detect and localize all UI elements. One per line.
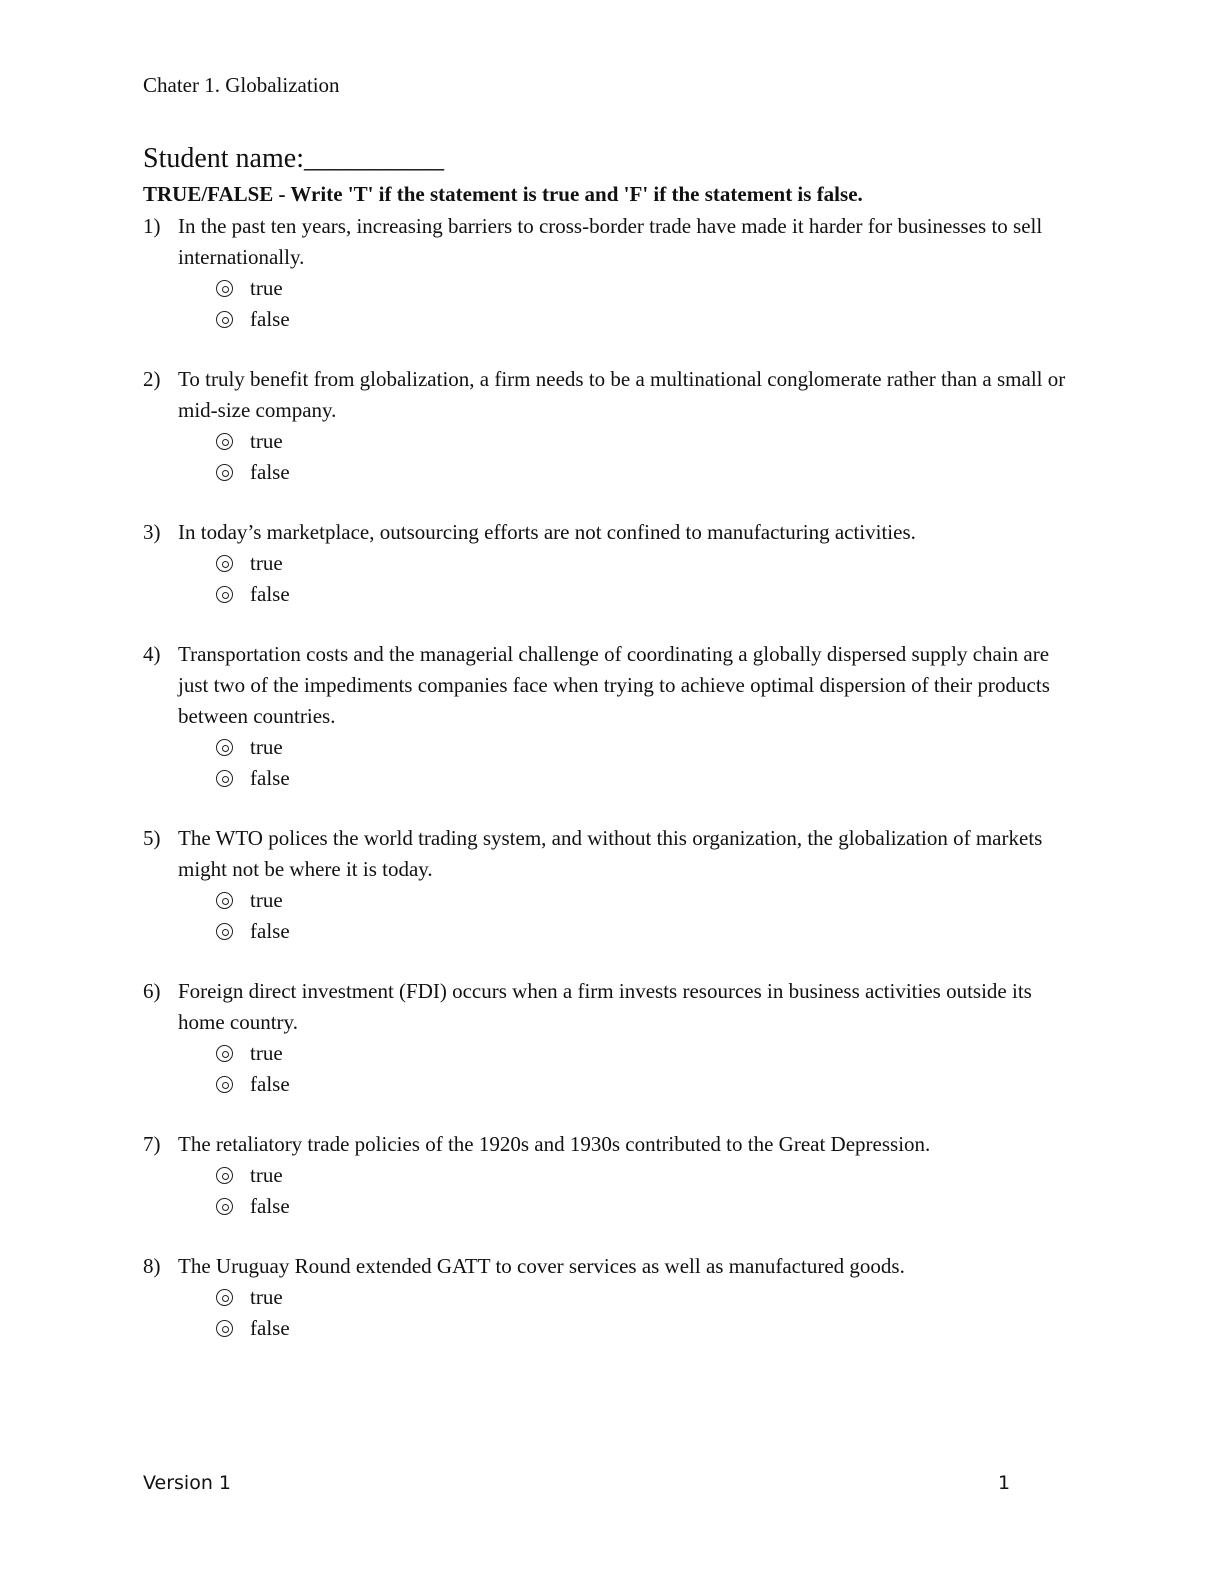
- question-number: 2): [143, 367, 161, 391]
- radio-button-icon[interactable]: [216, 433, 233, 450]
- option-label: true: [250, 276, 283, 300]
- option-label: false: [250, 460, 290, 484]
- answer-option-true[interactable]: [143, 1160, 1083, 1191]
- instructions: TRUE/FALSE - Write 'T' if the statement is true and 'F' if the statement is false.: [143, 182, 863, 206]
- question-text: The WTO polices the world trading system, and without this organization, the globalization of markets might not be where it is today.: [178, 826, 1043, 881]
- option-label: false: [250, 1194, 290, 1218]
- radio-button-icon[interactable]: [216, 770, 233, 787]
- radio-button-icon[interactable]: [216, 1198, 233, 1215]
- question-text: To truly benefit from globalization, a firm needs to be a multinational conglomerate rather than a small or mid-size company.: [178, 367, 1066, 422]
- question-number: 1): [143, 214, 161, 238]
- option-label: true: [250, 429, 283, 453]
- footer-version: Version 1: [143, 1472, 231, 1494]
- radio-button-icon[interactable]: [216, 739, 233, 756]
- option-label: false: [250, 1072, 290, 1096]
- question-text: In the past ten years, increasing barriers to cross-border trade have made it harder for businesses to sell internationally.: [178, 214, 1043, 269]
- radio-button-icon[interactable]: [216, 923, 233, 940]
- answer-option-true[interactable]: [143, 426, 1083, 457]
- answer-option-false[interactable]: [143, 457, 1083, 488]
- radio-button-icon[interactable]: [216, 586, 233, 603]
- radio-button-icon[interactable]: [216, 1320, 233, 1337]
- option-label: true: [250, 1041, 283, 1065]
- option-label: false: [250, 919, 290, 943]
- answer-option-true[interactable]: [143, 732, 1083, 763]
- answer-option-true[interactable]: [143, 548, 1083, 579]
- answer-option-false[interactable]: [143, 579, 1083, 610]
- radio-button-icon[interactable]: [216, 1167, 233, 1184]
- radio-button-icon[interactable]: [216, 1045, 233, 1062]
- option-label: true: [250, 1163, 283, 1187]
- option-label: true: [250, 1285, 283, 1309]
- question-number: 3): [143, 520, 161, 544]
- question-text: In today’s marketplace, outsourcing efforts are not confined to manufacturing activities.: [178, 520, 916, 544]
- answer-option-false[interactable]: [143, 304, 1083, 335]
- question-number: 7): [143, 1132, 161, 1156]
- question-item: [143, 639, 1083, 794]
- chapter-title: Chater 1. Globalization: [143, 73, 340, 97]
- question-list: [143, 211, 1083, 1373]
- option-label: true: [250, 551, 283, 575]
- question-number: 8): [143, 1254, 161, 1278]
- question-number: 4): [143, 642, 161, 666]
- page-number: 1: [998, 1472, 1011, 1494]
- answer-option-false[interactable]: [143, 1069, 1083, 1100]
- answer-option-false[interactable]: [143, 1191, 1083, 1222]
- question-item: [143, 364, 1083, 488]
- question-item: [143, 211, 1083, 335]
- radio-button-icon[interactable]: [216, 1076, 233, 1093]
- question-text: The retaliatory trade policies of the 1920s and 1930s contributed to the Great Depression.: [178, 1132, 931, 1156]
- answer-option-true[interactable]: [143, 885, 1083, 916]
- radio-button-icon[interactable]: [216, 1289, 233, 1306]
- question-number: 6): [143, 979, 161, 1003]
- question-number: 5): [143, 826, 161, 850]
- student-name-field: Student name:__________: [143, 143, 444, 174]
- answer-option-true[interactable]: [143, 1282, 1083, 1313]
- question-text: Transportation costs and the managerial challenge of coordinating a globally dispersed supply chain are just two of the impediments companies face when trying to achieve optimal dispersion of their products between countries.: [178, 642, 1050, 728]
- radio-button-icon[interactable]: [216, 555, 233, 572]
- radio-button-icon[interactable]: [216, 464, 233, 481]
- answer-option-true[interactable]: [143, 273, 1083, 304]
- answer-option-false[interactable]: [143, 1313, 1083, 1344]
- radio-button-icon[interactable]: [216, 280, 233, 297]
- answer-option-false[interactable]: [143, 763, 1083, 794]
- question-text: The Uruguay Round extended GATT to cover services as well as manufactured goods.: [178, 1254, 905, 1278]
- question-item: [143, 1129, 1083, 1222]
- question-item: [143, 976, 1083, 1100]
- question-item: [143, 1251, 1083, 1344]
- option-label: true: [250, 888, 283, 912]
- option-label: false: [250, 1316, 290, 1340]
- question-item: [143, 517, 1083, 610]
- option-label: true: [250, 735, 283, 759]
- question-text: Foreign direct investment (FDI) occurs when a firm invests resources in business activities outside its home country.: [178, 979, 1032, 1034]
- radio-button-icon[interactable]: [216, 311, 233, 328]
- radio-button-icon[interactable]: [216, 892, 233, 909]
- option-label: false: [250, 766, 290, 790]
- option-label: false: [250, 307, 290, 331]
- answer-option-false[interactable]: [143, 916, 1083, 947]
- option-label: false: [250, 582, 290, 606]
- answer-option-true[interactable]: [143, 1038, 1083, 1069]
- question-item: [143, 823, 1083, 947]
